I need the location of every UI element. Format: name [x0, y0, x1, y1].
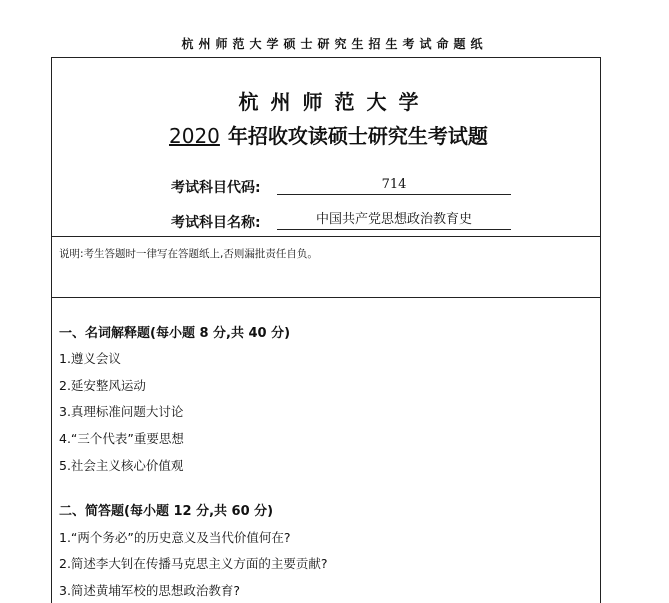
section-title: 二、简答题(每小题 12 分,共 60 分): [59, 504, 274, 519]
question-item: 1.“两个务必”的历史意义及当代价值何在?: [59, 530, 291, 545]
exam-year: 2020: [169, 124, 220, 148]
question-item: 2.简述李大钊在传播马克思主义方面的主要贡献?: [59, 556, 328, 571]
subject-code-label: 考试科目代码:: [171, 180, 261, 196]
divider-line: [51, 297, 601, 298]
section-title: 一、名词解释题(每小题 8 分,共 40 分): [59, 326, 291, 341]
university-title: 杭州师范大学: [238, 90, 431, 114]
question-item: 4.“三个代表”重要思想: [59, 431, 184, 446]
divider-line: [51, 236, 601, 237]
exam-title-text: 年招收攻读硕士研究生考试题: [227, 124, 488, 148]
exam-title: [169, 120, 488, 149]
subject-name-value: 中国共产党思想政治教育史: [277, 211, 511, 230]
question-item: 1.遵义会议: [59, 351, 121, 366]
question-item: 5.社会主义核心价值观: [59, 458, 184, 473]
question-item: 3.简述黄埔军校的思想政治教育?: [59, 583, 241, 598]
question-item: 2.延安整风运动: [59, 378, 146, 393]
subject-name-label: 考试科目名称:: [171, 215, 261, 231]
question-item: 3.真理标准问题大讨论: [59, 404, 184, 419]
page-header: 杭州师范大学硕士研究生招生考试命题纸: [181, 37, 488, 51]
subject-code-value: 714: [277, 176, 511, 195]
instructions-note: 说明:考生答题时一律写在答题纸上,否则漏批责任自负。: [59, 248, 318, 260]
